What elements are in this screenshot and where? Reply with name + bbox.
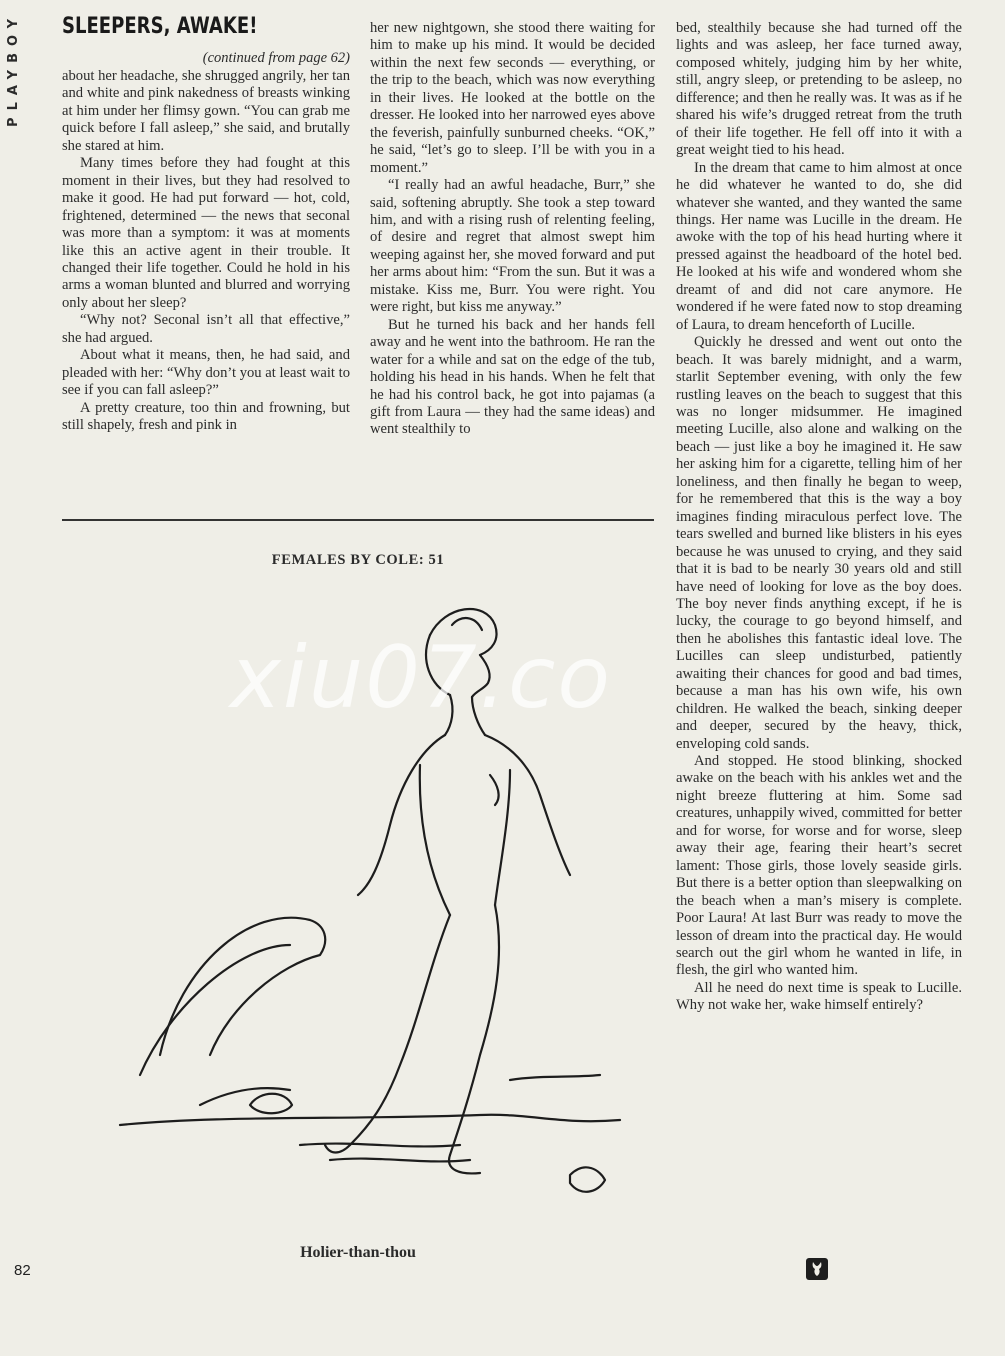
paragraph: about her headache, she shrugged angrily, her tan and white and pink nakedness of breasts winking at him under her flimsy gown. “You can grab me quick before I fall asleep,” she said, and brutally she stared at him. [62, 68, 350, 154]
page-number: 82 [14, 1262, 31, 1279]
text-column-1 [62, 68, 350, 435]
paragraph: her new nightgown, she stood there waiting for him to make up his mind. It would be decided within the next few seconds — everything, or the trip to the beach, which was now everything in their lives. He looked at the bottle on the dresser. He looked into her narrowed eyes above the feverish, painfully sunburned cheeks. “OK,” he said, “let’s go to sleep. I’ll be with you in a moment.” [370, 20, 655, 176]
cartoon-title: FEMALES BY COLE: 51 [271, 552, 445, 568]
paragraph: Many times before they had fought at this moment in their lives, but they had resolved to make it good. He had put forward — hot, cold, frightened, determined — the news that seconal was more than a symptom: it was at moments like this an active agent in their trouble. It changed their life together. Could he hold in his arms a woman blunted and blurred and worrying only about her sleep? [62, 155, 350, 311]
rabbit-head-icon [806, 1258, 828, 1280]
section-divider [62, 519, 654, 521]
paragraph: “I really had an awful headache, Burr,” she said, softening abruptly. She took a step toward him, and with a rising rush of relenting feeling, of desire and regret that almost swept him weeping against her, she moved forward and put her arms about him: “From the sun. But it was a mistake. Kiss me, Burr. You were right. You were right, but kiss me anyway.” [370, 177, 655, 316]
paragraph: Quickly he dressed and went out onto the beach. It was barely midnight, and a warm, starlit September evening, with only the few rustling leaves on the beach to suggest that this was no longer midsummer. He imagined meeting Lucille, also alone and walking on the beach — just like a boy he imagined it. He saw her asking him for a cigarette, telling him of her loneliness, and then finally he began to weep, for he remembered that this is the way a boy imagines finding miraculous perfect love. The tears swelled and burned like blisters in his eyes because he was unused to crying, and they said that it is bad to be nearly 30 years old and still have need of looking for love as the boy does. The boy never finds anything except, if he is lucky, the courage to go beyond himself, and then he abolishes this fantastic ideal love. The Lucilles can sleep undisturbed, patiently awaiting their chances for good and bad times, because a man has his own wife, his own children. He walked the beach, sinking deeper and deeper, secured by the heavy, thick, enveloping cold sands. [676, 334, 962, 752]
paragraph: All he need do next time is speak to Lucille. Why not wake her, wake himself entirely? [676, 979, 962, 1014]
watermark: xiu07.co [230, 628, 612, 728]
paragraph: But he turned his back and her hands fell away and he went into the bathroom. He ran the water for a while and sat on the edge of the tub, holding his head in his hands. When he felt that he had his control back, he got into pajamas (a gift from Laura — they had the same ideas) and went stealthily to [370, 316, 655, 438]
continued-note: (continued from page 62) [202, 50, 350, 66]
paragraph: In the dream that came to him almost at once he did whatever he wanted to do, she did whatever she wanted, and they wanted the same things. Her name was Lucille in the dream. He awoke with the top of his head hurting where it pressed against the headboard of the hotel bed. He looked at his wife and wondered whom she dreamt of and did not care anymore. He wondered if he were fated now to stop dreaming of Laura, to dream henceforth of Lucille. [676, 159, 962, 333]
paragraph: bed, stealthily because she had turned off the lights and was asleep, her face turned away, composed whitely, judging him by her white, still, angry sleep, or pretending to be asleep, no difference; and then he really was. It was as if he shared his wife’s drugged retreat from the truth of their life together. He fell off into it with a great weight tied to his head. [676, 20, 962, 159]
article-title: SLEEPERS, AWAKE! [62, 14, 258, 39]
paragraph: A pretty creature, too thin and frowning, but still shapely, fresh and pink in [62, 399, 350, 434]
paragraph: And stopped. He stood blinking, shocked awake on the beach with his ankles wet and the night breeze fluttering at him. Some sad creatures, unhappily wived, committed for better and for worse, for worse and for worse, sleep away their age, fearing their heart’s secret lament: Those girls, those lovely seaside girls. But there is a better option than sleepwalking on the beach when a man’s misery is complete. Poor Laura! At last Burr was ready to move the lesson of dream into the practical day. He would search out the girl whom he wanted in life, in flesh, the girl who wanted him. [676, 753, 962, 979]
cartoon-caption: Holier-than-thou [300, 1244, 416, 1261]
text-column-2 [370, 20, 655, 439]
paragraph: “Why not? Seconal isn’t all that effective,” she had argued. [62, 312, 350, 346]
text-column-3 [676, 20, 962, 1015]
paragraph: About what it means, then, he had said, and pleaded with her: “Why don’t you at least wait to see if you can fall asleep?” [62, 347, 350, 399]
magazine-name-vertical: PLAYBOY [6, 12, 21, 127]
